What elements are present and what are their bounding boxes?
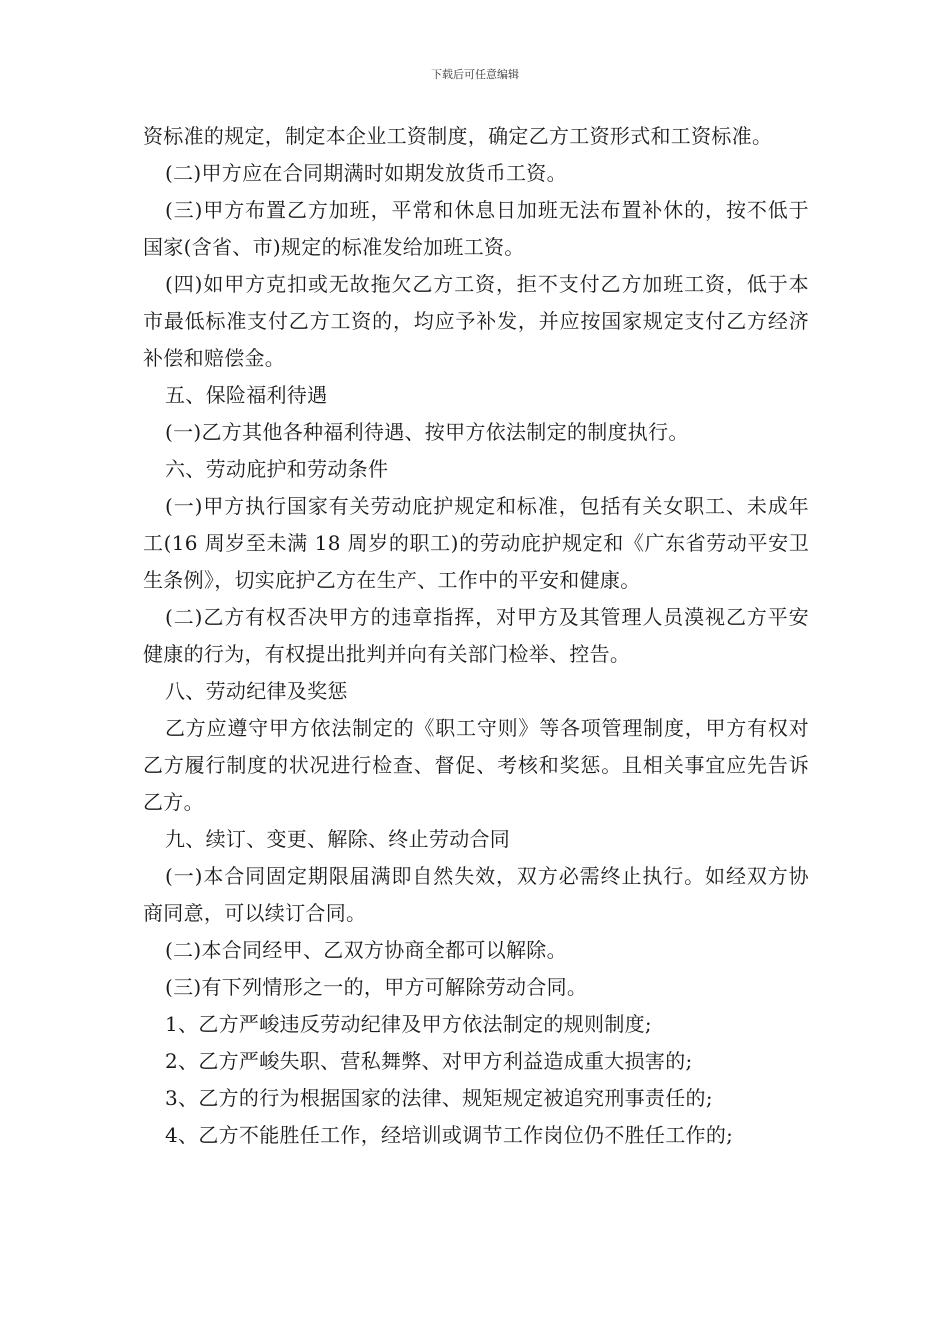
paragraph: (一)本合同固定期限届满即自然失效，双方必需终止执行。如经双方协商同意，可以续订合同。 (143, 864, 809, 925)
list-item: 1、乙方严峻违反劳动纪律及甲方依法制定的规则制度; (165, 1012, 652, 1036)
section-heading: 九、续订、变更、解除、终止劳动合同 (165, 827, 511, 851)
section-heading: 五、保险福利待遇 (165, 383, 328, 407)
paragraph: (一)乙方其他各种福利待遇、按甲方依法制定的制度执行。 (165, 420, 689, 444)
paragraph: 乙方应遵守甲方依法制定的《职工守则》等各项管理制度，甲方有权对乙方履行制度的状况进行检查、督促、考核和奖惩。且相关事宜应先告诉乙方。 (143, 716, 809, 814)
page-header: 下载后可任意编辑 (431, 68, 519, 81)
paragraph: (三)甲方布置乙方加班，平常和休息日加班无法布置补休的，按不低于国家(含省、市)规定的标准发给加班工资。 (143, 198, 809, 259)
list-item: 4、乙方不能胜任工作，经培训或调节工作岗位仍不胜任工作的; (165, 1123, 734, 1147)
paragraph: (二)甲方应在合同期满时如期发放货币工资。 (165, 161, 567, 185)
list-item: 3、乙方的行为根据国家的法律、规矩规定被追究刑事责任的; (165, 1086, 713, 1110)
paragraph: (四)如甲方克扣或无故拖欠乙方工资，拒不支付乙方加班工资，低于本市最低标准支付乙方工资的，均应予补发，并应按国家规定支付乙方经济补偿和赔偿金。 (143, 272, 809, 370)
paragraph: 资标准的规定，制定本企业工资制度，确定乙方工资形式和工资标准。 (143, 124, 773, 148)
section-heading: 八、劳动纪律及奖惩 (165, 679, 348, 703)
document-body (143, 118, 809, 1154)
paragraph: (一)甲方执行国家有关劳动庇护规定和标准，包括有关女职工、未成年工(16 周岁至未满 18 周岁的职工)的劳动庇护规定和《广东省劳动平安卫生条例》，切实庇护乙方在生产、工作中的平安和健康。 (143, 494, 809, 592)
list-item: 2、乙方严峻失职、营私舞弊、对甲方利益造成重大损害的; (165, 1049, 693, 1073)
paragraph: (三)有下列情形之一的，甲方可解除劳动合同。 (165, 975, 588, 999)
section-heading: 六、劳动庇护和劳动条件 (165, 457, 389, 481)
paragraph: (二)乙方有权否决甲方的违章指挥，对甲方及其管理人员漠视乙方平安健康的行为，有权提出批判并向有关部门检举、控告。 (143, 605, 809, 666)
paragraph: (二)本合同经甲、乙双方协商全都可以解除。 (165, 938, 567, 962)
